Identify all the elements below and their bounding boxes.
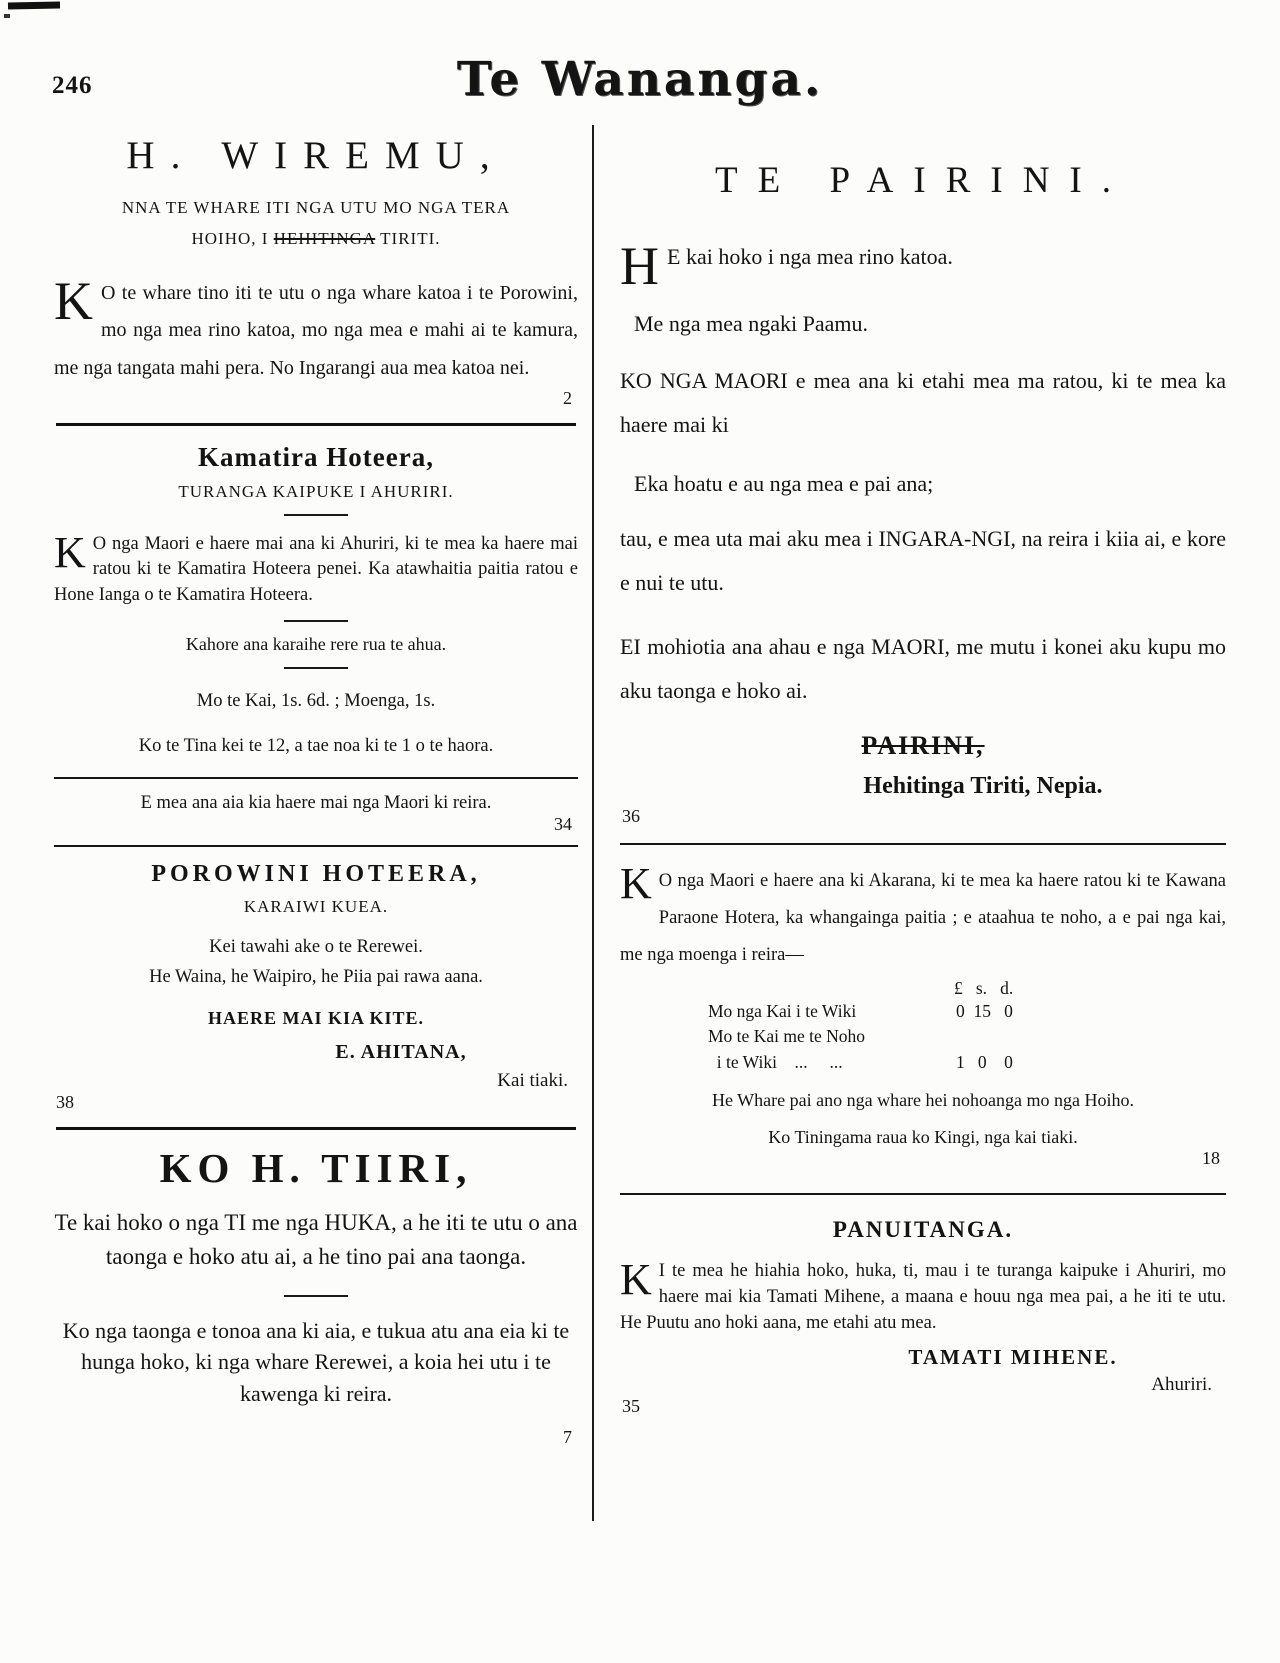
ad-porowini-line3: HAERE MAI KIA KITE. — [207, 1008, 425, 1029]
ad-tiiri-para2: Ko nga taonga e tonoa ana ki aia, e tukua atu ana eia ki te hunga hoko, ki nga whare Rerewei, a koia hei utu i te kawenga ki reira. — [62, 1318, 570, 1406]
right-column — [594, 121, 1232, 1521]
signature-name: E. AHITANA, — [335, 1041, 467, 1064]
ad-panuitanga-place: Ahuriri. — [1151, 1374, 1212, 1395]
ad-panuitanga-body: K I te mea he hiahia hoko, huka, ti, mau i te turanga kaipuke i Ahuriri, mo haere mai kia Tamati Mihene, a maana e houu nga mea pai, a he iti te utu. He Puutu ano hoki aana, me etahi atu mea. — [620, 1255, 1226, 1334]
ad-akarana-note1: He Whare pai ano nga whare hei nohoanga mo nga Hoiho. — [711, 1090, 1135, 1111]
page-number: 246 — [52, 72, 93, 99]
ad-tiiri — [54, 1144, 578, 1447]
ad-panuitanga-signature: TAMATI MIHENE. — [908, 1345, 1118, 1369]
ad-kamatira-line-tina: Ko te Tina kei te 12, a tae noa ki te 1 o te haora. — [138, 736, 494, 757]
ad-porowini-lines — [54, 933, 578, 992]
price-label: Mo nga Kai i te Wiki — [708, 1001, 857, 1022]
ad-kamatira — [54, 442, 578, 836]
ad-kamatira-line-kai: Mo te Kai, 1s. 6d. ; Moenga, 1s. — [196, 691, 436, 712]
dropcap: K — [54, 527, 86, 577]
divider — [284, 1295, 348, 1297]
ad-ref-number: 18 — [1202, 1148, 1220, 1169]
dropcap: K — [54, 270, 93, 331]
divider — [54, 845, 578, 847]
ad-porowini-subtitle: KARAIWI KUEA. — [243, 897, 389, 917]
signature-role: Kai tiaki. — [497, 1070, 568, 1092]
ad-wiremu-body: K O te whare tino iti te utu o nga whare katoa i te Porowini, mo nga mea rino katoa, mo nga mea e mahi ai te kamura, me nga tangata mahi pera. No Ingarangi aua mea katoa nei. — [54, 270, 578, 380]
ad-pairini-para-maori: KO NGA MAORI e mea ana ki etahi mea ma ratou, ki te mea ka haere mai ki — [620, 368, 1226, 438]
dropcap: H — [620, 236, 659, 296]
ad-akarana-body: K O nga Maori e haere ana ki Akarana, ki te mea ka haere ratou ki te Kawana Paraone Hotera, ka whangainga paitia ; e ataahua te noho, a e pai nga kai, me nga moenga i reira— — [620, 859, 1226, 966]
price-label: i te Wiki ... ... — [708, 1051, 843, 1072]
ad-porowini-title: POROWINI HOTEERA, — [151, 861, 481, 888]
divider — [56, 423, 576, 426]
price-label: Mo te Kai me te Noho — [708, 1026, 865, 1047]
ad-akarana-note2: Ko Tiningama raua ko Kingi, nga kai tiaki. — [768, 1127, 1078, 1148]
ad-pairini-para-tau: tau, e mea uta mai aku mea i INGARA-NGI, na reira i kiia ai, e kore e nui te utu. — [620, 526, 1226, 596]
left-column — [52, 121, 592, 1521]
ad-wiremu — [54, 133, 578, 409]
ad-wiremu-subtitle — [54, 192, 578, 255]
dropcap: K — [620, 1255, 652, 1305]
ad-porowini-line2: He Waina, he Waipiro, he Piia pai rawa aana. — [149, 966, 483, 987]
ad-wiremu-title: H. WIREMU, — [126, 134, 506, 177]
ad-wiremu-subtitle-line1: NNA TE WHARE ITI NGA UTU MO NGA TERA — [121, 198, 511, 217]
divider — [620, 1193, 1226, 1195]
ad-ref-number: 35 — [622, 1396, 640, 1416]
scan-artifact — [8, 2, 60, 10]
ad-pairini-line-eka: Eka hoatu e au nga mea e pai ana; — [634, 471, 934, 497]
ad-wiremu-subtitle-line2: HOIHO, I HEHITINGA TIRITI. — [191, 229, 441, 249]
ad-pairini-signature: PAIRINI, — [861, 731, 985, 761]
ad-ref-number: 34 — [554, 814, 572, 835]
ad-panuitanga-title: PANUITANGA. — [832, 1217, 1014, 1243]
ad-kamatira-subtitle: TURANGA KAIPUKE I AHURIRI. — [178, 481, 454, 501]
price-table-currency-header: £ s. d. — [954, 978, 1014, 999]
price-value: 1 0 0 — [956, 1051, 1013, 1072]
price-value: 0 15 0 — [956, 1001, 1013, 1022]
ad-ref-number: 36 — [622, 806, 640, 827]
divider — [54, 777, 578, 779]
ad-ref-number: 2 — [563, 387, 572, 408]
divider — [284, 667, 348, 669]
ad-kamatira-title: Kamatira Hoteera, — [198, 441, 434, 472]
ad-kamatira-line-emea: E mea ana aia kia haere mai nga Maori ki reira. — [140, 793, 492, 814]
ad-pairini-lead: H E kai hoko i nga mea rino katoa. — [620, 236, 953, 296]
ad-tiiri-title: KO H. TIIRI, — [159, 1145, 473, 1192]
columns — [52, 121, 1232, 1521]
ad-kamatira-line-glass: Kahore ana karaihe rere rua te ahua. — [185, 634, 447, 655]
ad-akarana — [620, 859, 1226, 1169]
ad-kamatira-body: K O nga Maori e haere mai ana ki Ahuriri, ki te mea ka haere mai ratou ki te Kamatira Hoteera penei. Ka atawhaitia paitia ratou e Hone Ianga o te Kamatira Hoteera. — [54, 527, 578, 605]
ad-pairini — [620, 159, 1226, 827]
ad-pairini-line-paamu: Me nga mea ngaki Paamu. — [634, 311, 868, 337]
divider — [284, 514, 348, 516]
ad-porowini-signature — [54, 1041, 578, 1092]
struck-word: HEHITINGA — [273, 229, 376, 249]
ad-ref-number: 7 — [563, 1426, 572, 1447]
ad-pairini-title: TE PAIRINI. — [715, 160, 1131, 201]
divider — [620, 843, 1226, 845]
divider — [284, 620, 348, 622]
ad-ref-number: 38 — [56, 1092, 74, 1113]
ad-pairini-para-ei: EI mohiotia ana ahau e nga MAORI, me mutu i konei aku kupu mo aku taonga e hoko ai. — [620, 634, 1226, 704]
ad-panuitanga — [620, 1217, 1226, 1417]
scan-artifact — [4, 14, 10, 18]
divider — [56, 1127, 576, 1130]
price-table-row — [708, 999, 1098, 1024]
price-table-row — [708, 1024, 1098, 1049]
ad-tiiri-para1: Te kai hoko o nga TI me nga HUKA, a he iti te utu o ana taonga e hoko atu ai, a he tino pai ana taonga. — [54, 1210, 578, 1269]
dropcap: K — [620, 859, 652, 909]
ad-pairini-address: Hehitinga Tiriti, Nepia. — [863, 773, 1103, 800]
price-table-row — [708, 1050, 1098, 1075]
ad-porowini-line1: Kei tawahi ake o te Rerewei. — [209, 937, 423, 958]
ad-porowini — [54, 861, 578, 1113]
masthead-title: Te Wananga. — [456, 52, 824, 107]
price-table — [708, 978, 1098, 1075]
